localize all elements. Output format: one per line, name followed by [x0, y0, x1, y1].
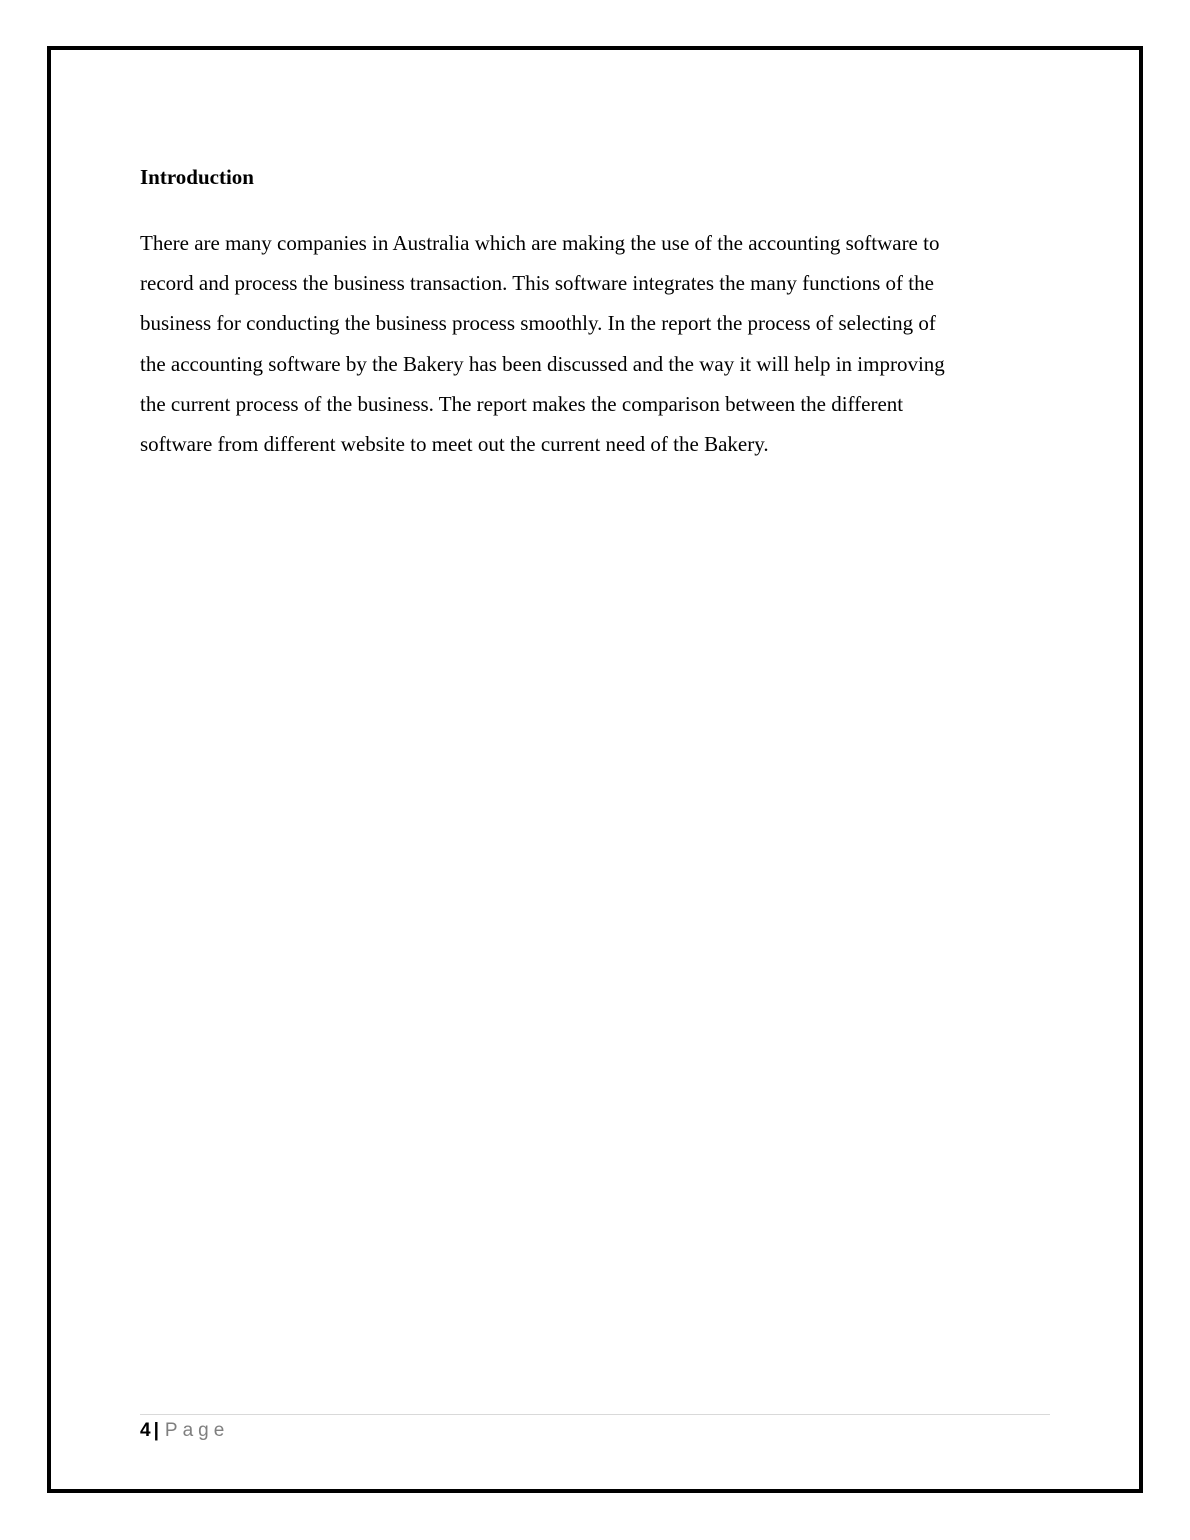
paragraph-line: There are many companies in Australia which are making the use of the accounting software to	[140, 231, 940, 255]
section-heading: Introduction	[140, 165, 254, 189]
paragraph-line: record and process the business transaction. This software integrates the many functions of the	[140, 271, 934, 296]
paragraph-line: the current process of the business. The report makes the comparison between the different	[140, 391, 904, 416]
paragraph-line: software from different website to meet out the current need of the Bakery.	[140, 432, 769, 457]
introduction-paragraph	[140, 223, 1050, 464]
page-number: 4	[140, 1420, 151, 1441]
paragraph-line: the accounting software by the Bakery has been discussed and the way it will help in improving	[140, 351, 945, 376]
page-label: Page	[164, 1420, 230, 1441]
paragraph-line: business for conducting the business process smoothly. In the report the process of selecting of	[140, 311, 936, 336]
footer-divider	[140, 1414, 1050, 1415]
footer-separator: |	[153, 1420, 159, 1441]
page-footer	[140, 1419, 229, 1443]
